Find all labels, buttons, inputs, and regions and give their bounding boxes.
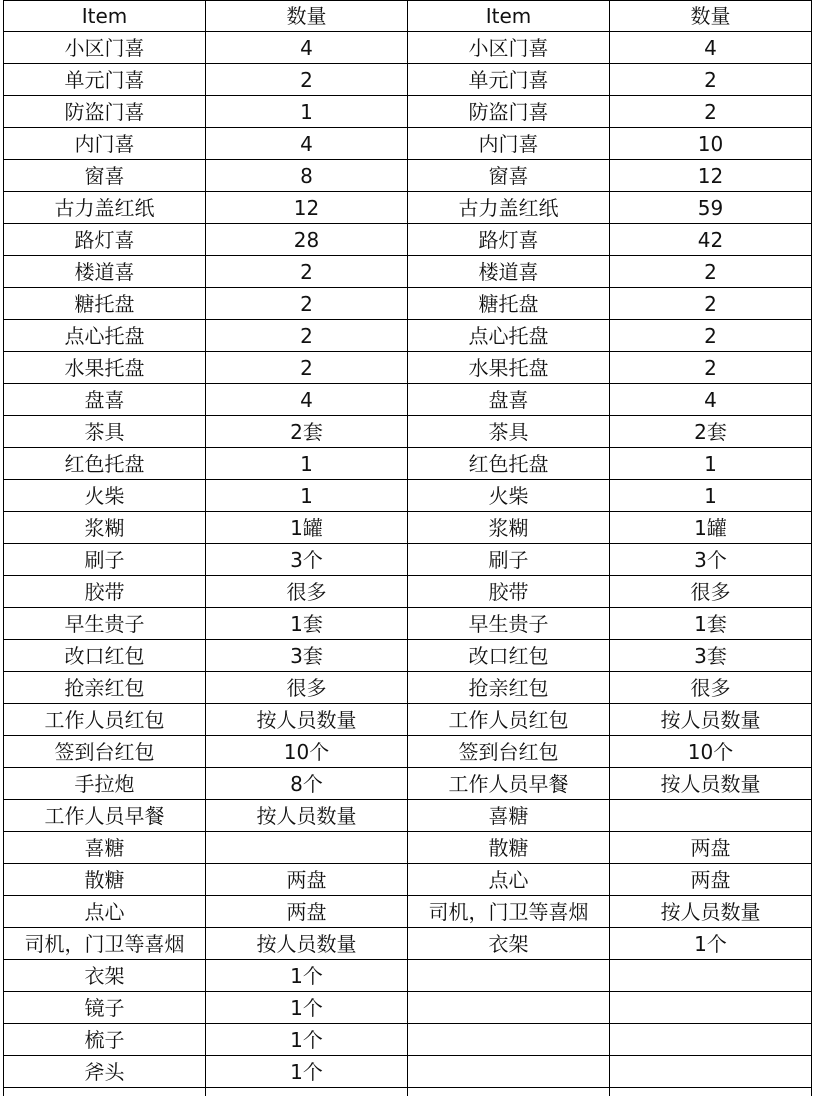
item-left-cell[interactable]: 路灯喜 (4, 224, 206, 256)
table-row (4, 96, 812, 128)
header-quantity-left[interactable]: 数量 (206, 1, 408, 32)
quantity-left-cell[interactable]: 1罐 (206, 512, 408, 544)
quantity-left-cell[interactable] (206, 832, 408, 864)
quantity-right-cell[interactable] (610, 1056, 812, 1088)
item-left-cell[interactable]: 衣架 (4, 960, 206, 992)
quantity-left-cell[interactable] (206, 1088, 408, 1096)
item-left-cell[interactable]: 点心托盘 (4, 320, 206, 352)
item-right-cell[interactable]: 抢亲红包 (408, 672, 610, 704)
item-right-cell[interactable]: 工作人员早餐 (408, 768, 610, 800)
quantity-left-cell[interactable]: 1个 (206, 1024, 408, 1056)
item-right-cell[interactable] (408, 1056, 610, 1088)
item-left-cell[interactable]: 镜子 (4, 992, 206, 1024)
table-row (4, 416, 812, 448)
table-row (4, 1056, 812, 1088)
item-left-cell[interactable]: 火柴 (4, 480, 206, 512)
table-row (4, 896, 812, 928)
item-left-cell[interactable]: 楼道喜 (4, 256, 206, 288)
quantity-right-cell[interactable]: 1套 (610, 608, 812, 640)
quantity-right-cell[interactable]: 2 (610, 96, 812, 128)
item-left-cell[interactable] (4, 1088, 206, 1096)
item-left-cell[interactable]: 工作人员早餐 (4, 800, 206, 832)
item-left-cell[interactable]: 内门喜 (4, 128, 206, 160)
quantity-left-cell[interactable]: 1套 (206, 608, 408, 640)
quantity-right-cell[interactable]: 1罐 (610, 512, 812, 544)
item-right-cell[interactable]: 散糖 (408, 832, 610, 864)
table-row (4, 64, 812, 96)
quantity-right-cell[interactable]: 10 (610, 128, 812, 160)
quantity-left-cell[interactable]: 2 (206, 256, 408, 288)
quantity-right-cell[interactable]: 两盘 (610, 832, 812, 864)
item-left-cell[interactable]: 窗喜 (4, 160, 206, 192)
item-left-cell[interactable]: 胶带 (4, 576, 206, 608)
item-left-cell[interactable]: 喜糖 (4, 832, 206, 864)
quantity-right-cell[interactable]: 2 (610, 288, 812, 320)
table-row (4, 640, 812, 672)
table-row (4, 1024, 812, 1056)
item-right-cell[interactable]: 茶具 (408, 416, 610, 448)
table-body (4, 32, 812, 1096)
item-left-cell[interactable]: 散糖 (4, 864, 206, 896)
quantity-left-cell[interactable]: 8 (206, 160, 408, 192)
quantity-right-cell[interactable]: 59 (610, 192, 812, 224)
item-right-cell[interactable]: 路灯喜 (408, 224, 610, 256)
item-left-cell[interactable]: 盘喜 (4, 384, 206, 416)
item-left-cell[interactable]: 刷子 (4, 544, 206, 576)
quantity-right-cell[interactable]: 2套 (610, 416, 812, 448)
item-left-cell[interactable]: 单元门喜 (4, 64, 206, 96)
table-row (4, 768, 812, 800)
quantity-left-cell[interactable]: 两盘 (206, 864, 408, 896)
quantity-left-cell[interactable]: 很多 (206, 576, 408, 608)
table-row (4, 672, 812, 704)
item-left-cell[interactable]: 点心 (4, 896, 206, 928)
table-row (4, 864, 812, 896)
table-row (4, 192, 812, 224)
table-row (4, 352, 812, 384)
table-row (4, 288, 812, 320)
table-row (4, 128, 812, 160)
quantity-left-cell[interactable]: 2 (206, 288, 408, 320)
quantity-left-cell[interactable]: 2套 (206, 416, 408, 448)
quantity-right-cell[interactable]: 2 (610, 320, 812, 352)
item-left-cell[interactable]: 红色托盘 (4, 448, 206, 480)
quantity-left-cell[interactable]: 28 (206, 224, 408, 256)
table-row (4, 512, 812, 544)
item-left-cell[interactable]: 浆糊 (4, 512, 206, 544)
item-right-cell[interactable]: 小区门喜 (408, 32, 610, 64)
quantity-right-cell[interactable]: 2 (610, 64, 812, 96)
item-left-cell[interactable]: 糖托盘 (4, 288, 206, 320)
table-row (4, 448, 812, 480)
quantity-left-cell[interactable]: 3个 (206, 544, 408, 576)
item-left-cell[interactable]: 司机，门卫等喜烟 (4, 928, 206, 960)
table-row (4, 256, 812, 288)
item-right-cell[interactable]: 衣架 (408, 928, 610, 960)
quantity-left-cell[interactable]: 4 (206, 128, 408, 160)
quantity-right-cell[interactable]: 3套 (610, 640, 812, 672)
item-right-cell[interactable]: 红色托盘 (408, 448, 610, 480)
quantity-right-cell[interactable] (610, 1088, 812, 1096)
quantity-right-cell[interactable] (610, 992, 812, 1024)
quantity-left-cell[interactable]: 1个 (206, 1056, 408, 1088)
item-right-cell[interactable] (408, 960, 610, 992)
quantity-right-cell[interactable]: 12 (610, 160, 812, 192)
item-right-cell[interactable]: 古力盖红纸 (408, 192, 610, 224)
quantity-right-cell[interactable] (610, 960, 812, 992)
quantity-left-cell[interactable]: 4 (206, 384, 408, 416)
quantity-left-cell[interactable]: 1 (206, 480, 408, 512)
table-row (4, 832, 812, 864)
quantity-left-cell[interactable]: 1 (206, 448, 408, 480)
table-row (4, 704, 812, 736)
quantity-left-cell[interactable]: 8个 (206, 768, 408, 800)
item-right-cell[interactable]: 点心 (408, 864, 610, 896)
item-right-cell[interactable]: 水果托盘 (408, 352, 610, 384)
quantity-left-cell[interactable]: 1个 (206, 992, 408, 1024)
quantity-left-cell[interactable]: 1 (206, 96, 408, 128)
quantity-right-cell[interactable]: 3个 (610, 544, 812, 576)
item-right-cell[interactable] (408, 992, 610, 1024)
item-left-cell[interactable]: 水果托盘 (4, 352, 206, 384)
quantity-right-cell[interactable]: 1 (610, 480, 812, 512)
quantity-left-cell[interactable]: 两盘 (206, 896, 408, 928)
item-right-cell[interactable]: 改口红包 (408, 640, 610, 672)
supplies-table (3, 0, 812, 1096)
item-right-cell[interactable]: 窗喜 (408, 160, 610, 192)
quantity-left-cell[interactable]: 12 (206, 192, 408, 224)
item-right-cell[interactable]: 刷子 (408, 544, 610, 576)
header-quantity-right[interactable]: 数量 (610, 1, 812, 32)
quantity-left-cell[interactable]: 2 (206, 320, 408, 352)
item-right-cell[interactable]: 喜糖 (408, 800, 610, 832)
item-left-cell[interactable]: 斧头 (4, 1056, 206, 1088)
quantity-right-cell[interactable]: 很多 (610, 672, 812, 704)
item-left-cell[interactable]: 小区门喜 (4, 32, 206, 64)
table-row (4, 928, 812, 960)
table-row (4, 1088, 812, 1096)
quantity-left-cell[interactable]: 很多 (206, 672, 408, 704)
quantity-right-cell[interactable] (610, 800, 812, 832)
item-left-cell[interactable]: 早生贵子 (4, 608, 206, 640)
table-row (4, 320, 812, 352)
quantity-right-cell[interactable]: 1 (610, 448, 812, 480)
header-row (4, 1, 812, 32)
table-row (4, 32, 812, 64)
quantity-left-cell[interactable]: 1个 (206, 960, 408, 992)
item-right-cell[interactable]: 防盗门喜 (408, 96, 610, 128)
table-row (4, 608, 812, 640)
table-row (4, 800, 812, 832)
table-row (4, 160, 812, 192)
quantity-right-cell[interactable]: 4 (610, 384, 812, 416)
item-right-cell[interactable] (408, 1024, 610, 1056)
item-left-cell[interactable]: 梳子 (4, 1024, 206, 1056)
item-left-cell[interactable]: 茶具 (4, 416, 206, 448)
quantity-left-cell[interactable]: 按人员数量 (206, 800, 408, 832)
item-right-cell[interactable]: 火柴 (408, 480, 610, 512)
header-item-left[interactable]: Item (4, 1, 206, 32)
item-right-cell[interactable]: 点心托盘 (408, 320, 610, 352)
quantity-left-cell[interactable]: 按人员数量 (206, 704, 408, 736)
item-right-cell[interactable]: 签到台红包 (408, 736, 610, 768)
table-row (4, 736, 812, 768)
quantity-right-cell[interactable]: 按人员数量 (610, 768, 812, 800)
header-item-right[interactable]: Item (408, 1, 610, 32)
quantity-right-cell[interactable]: 4 (610, 32, 812, 64)
item-right-cell[interactable]: 单元门喜 (408, 64, 610, 96)
item-right-cell[interactable]: 楼道喜 (408, 256, 610, 288)
quantity-right-cell[interactable]: 2 (610, 256, 812, 288)
table-row (4, 384, 812, 416)
quantity-left-cell[interactable]: 10个 (206, 736, 408, 768)
quantity-left-cell[interactable]: 按人员数量 (206, 928, 408, 960)
quantity-right-cell[interactable]: 1个 (610, 928, 812, 960)
quantity-left-cell[interactable]: 2 (206, 64, 408, 96)
table-row (4, 576, 812, 608)
item-right-cell[interactable]: 司机，门卫等喜烟 (408, 896, 610, 928)
quantity-right-cell[interactable]: 2 (610, 352, 812, 384)
item-right-cell[interactable]: 糖托盘 (408, 288, 610, 320)
item-left-cell[interactable]: 抢亲红包 (4, 672, 206, 704)
table-row (4, 992, 812, 1024)
quantity-left-cell[interactable]: 2 (206, 352, 408, 384)
quantity-right-cell[interactable]: 两盘 (610, 864, 812, 896)
item-left-cell[interactable]: 古力盖红纸 (4, 192, 206, 224)
item-right-cell[interactable] (408, 1088, 610, 1096)
item-right-cell[interactable]: 早生贵子 (408, 608, 610, 640)
item-right-cell[interactable]: 胶带 (408, 576, 610, 608)
item-left-cell[interactable]: 手拉炮 (4, 768, 206, 800)
quantity-left-cell[interactable]: 3套 (206, 640, 408, 672)
item-right-cell[interactable]: 工作人员红包 (408, 704, 610, 736)
quantity-right-cell[interactable]: 42 (610, 224, 812, 256)
quantity-right-cell[interactable] (610, 1024, 812, 1056)
quantity-right-cell[interactable]: 按人员数量 (610, 896, 812, 928)
quantity-right-cell[interactable]: 按人员数量 (610, 704, 812, 736)
item-left-cell[interactable]: 工作人员红包 (4, 704, 206, 736)
table-row (4, 480, 812, 512)
item-right-cell[interactable]: 内门喜 (408, 128, 610, 160)
table-row (4, 960, 812, 992)
quantity-right-cell[interactable]: 10个 (610, 736, 812, 768)
table-row (4, 224, 812, 256)
item-left-cell[interactable]: 签到台红包 (4, 736, 206, 768)
item-right-cell[interactable]: 盘喜 (408, 384, 610, 416)
quantity-left-cell[interactable]: 4 (206, 32, 408, 64)
table-row (4, 544, 812, 576)
quantity-right-cell[interactable]: 很多 (610, 576, 812, 608)
item-left-cell[interactable]: 改口红包 (4, 640, 206, 672)
item-left-cell[interactable]: 防盗门喜 (4, 96, 206, 128)
item-right-cell[interactable]: 浆糊 (408, 512, 610, 544)
